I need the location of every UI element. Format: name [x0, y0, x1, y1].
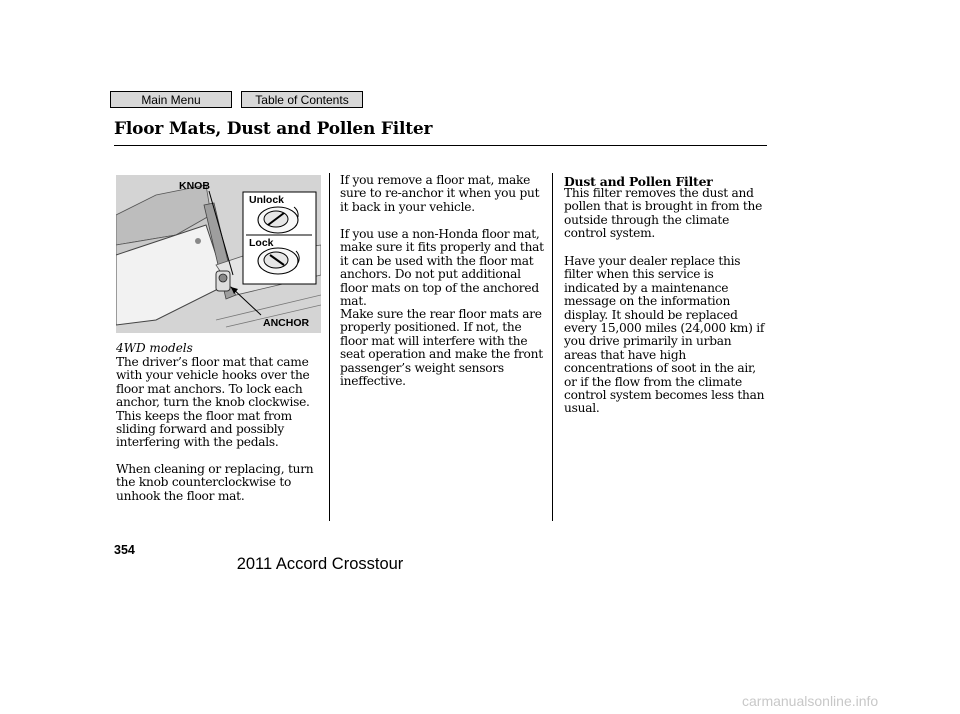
col3-paragraph-2: Have your dealer replace this filter when this service is indicated by a maintenance message on the information display. It should be replaced every 15,000 miles (24,000 km) if you drive primarily in urban areas that have high concentrations of soot in the air, or if the flow from the climate control system becomes less than usual. — [564, 254, 765, 416]
column-divider-left — [329, 173, 330, 521]
table-of-contents-button[interactable]: Table of Contents — [241, 91, 363, 108]
footer-title: 2011 Accord Crosstour — [236, 555, 404, 573]
col2-paragraph-2: If you use a non-Honda floor mat, make sure it fits properly and that it can be used with the floor mat anchors. Do not put additional floor mats on top of the anchored mat. — [340, 227, 544, 309]
col2-paragraph-3: Make sure the rear floor mats are properly positioned. If not, the floor mat will interfere with the seat operation and make the front passenger’s weight sensors ineffective. — [340, 307, 543, 389]
floor-mat-anchor-drawing — [116, 175, 321, 333]
watermark: carmanualsonline.info — [742, 693, 879, 709]
figure-caption: 4WD models — [116, 341, 193, 355]
main-menu-button[interactable]: Main Menu — [110, 91, 232, 108]
section-heading-dust-pollen-filter: Dust and Pollen Filter — [564, 174, 713, 189]
knob-label: KNOB — [179, 180, 210, 192]
page-number: 354 — [114, 543, 135, 557]
unlock-label: Unlock — [249, 194, 285, 206]
column-divider-right — [552, 173, 553, 521]
lock-label: Lock — [249, 237, 274, 249]
page-title: Floor Mats, Dust and Pollen Filter — [114, 119, 433, 139]
col1-paragraph-2: When cleaning or replacing, turn the knob counterclockwise to unhook the floor mat. — [116, 462, 314, 503]
anchor-label: ANCHOR — [263, 317, 310, 329]
col2-paragraph-1: If you remove a floor mat, make sure to re-anchor it when you put it back in your vehicle. — [340, 173, 540, 214]
floor-mat-anchor-illustration — [116, 175, 321, 333]
title-rule — [114, 145, 767, 146]
col3-paragraph-1: This filter removes the dust and pollen that is brought in from the outside through the climate control system. — [564, 186, 763, 241]
col1-paragraph-1: The driver’s floor mat that came with your vehicle hooks over the floor mat anchors. To lock each anchor, turn the knob clockwise. This keeps the floor mat from sliding forward and possibly interfering with the pedals. — [116, 355, 310, 450]
